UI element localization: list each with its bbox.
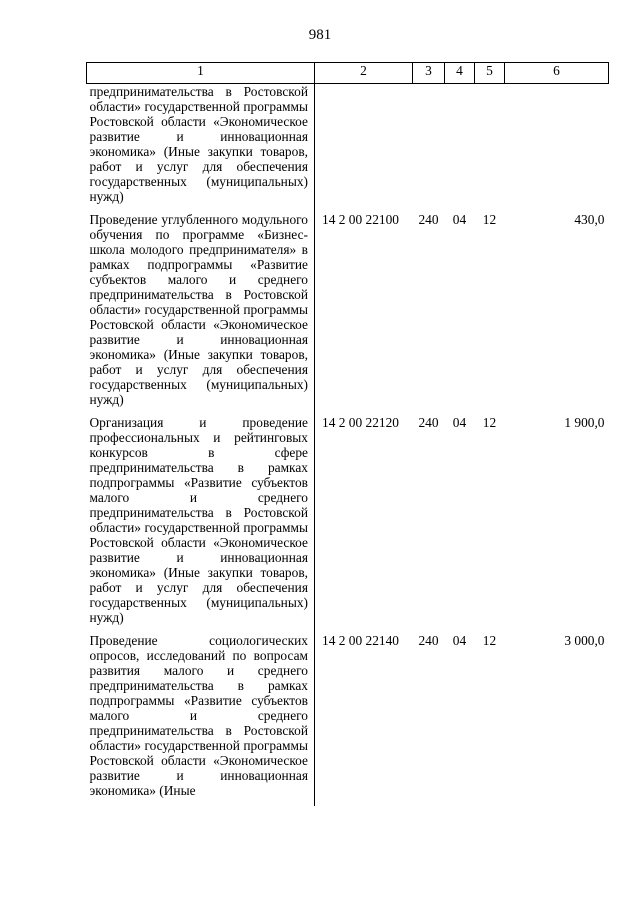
header-col-1: 1: [87, 63, 315, 84]
row-section: 04: [452, 415, 467, 430]
row-target-code: 14 2 00 22140: [322, 633, 399, 648]
header-col-6: 6: [505, 63, 609, 84]
table-row: [87, 415, 609, 633]
row-amount: 430,0: [574, 212, 605, 227]
header-col-3: 3: [413, 63, 445, 84]
row-section: 04: [452, 212, 467, 227]
table-row: [87, 84, 609, 213]
row-section: 04: [452, 633, 467, 648]
table-header-row: [87, 63, 609, 84]
row-description: Проведение социологических опросов, исследований по вопросам развития малого и среднего предпринимательства в рамках подпрограммы «Развитие субъектов малого и среднего предпринимательства в Ростовской области» государственной программы Ростовской области «Экономическое развитие и инновационная экономика» (Иные: [87, 633, 315, 806]
row-description: предпринимательства в Ростовской области» государственной программы Ростовской области «Экономическое развитие и инновационная экономика» (Иные закупки товаров, работ и услуг для обеспечения государственных (муниципальных) нужд): [87, 84, 315, 213]
row-expense-type: 240: [418, 415, 439, 430]
row-amount: 1 900,0: [564, 415, 605, 430]
header-col-2: 2: [315, 63, 413, 84]
row-expense-type: 240: [418, 212, 439, 227]
header-col-4: 4: [445, 63, 475, 84]
row-subsection: 12: [482, 633, 497, 648]
page-number: 981: [308, 27, 332, 43]
row-description: Проведение углубленного модульного обучения по программе «Бизнес-школа молодого предпринимателя» в рамках подпрограммы «Развитие субъектов малого и среднего предпринимательства в Ростовской области» государственной программы Ростовской области «Экономическое развитие и инновационная экономика» (Иные закупки товаров, работ и услуг для обеспечения государственных (муниципальных) нужд): [87, 212, 315, 415]
row-subsection: [475, 84, 505, 213]
table-row: [87, 633, 609, 806]
row-target-code: 14 2 00 22100: [322, 212, 399, 227]
budget-table: [86, 62, 609, 806]
row-target-code: 14 2 00 22120: [322, 415, 399, 430]
row-description: Организация и проведение профессиональных и рейтинговых конкурсов в сфере предпринимательства в рамках подпрограммы «Развитие субъектов малого и среднего предпринимательства в Ростовской области» государственной программы Ростовской области «Экономическое развитие и инновационная экономика» (Иные закупки товаров, работ и услуг для обеспечения государственных (муниципальных) нужд): [87, 415, 315, 633]
row-section: [445, 84, 475, 213]
row-subsection: 12: [482, 415, 497, 430]
row-expense-type: [413, 84, 445, 213]
row-target-code: [315, 84, 413, 213]
row-amount: 3 000,0: [564, 633, 605, 648]
header-col-5: 5: [475, 63, 505, 84]
row-amount: [505, 84, 609, 213]
table-row: [87, 212, 609, 415]
row-expense-type: 240: [418, 633, 439, 648]
row-subsection: 12: [482, 212, 497, 227]
